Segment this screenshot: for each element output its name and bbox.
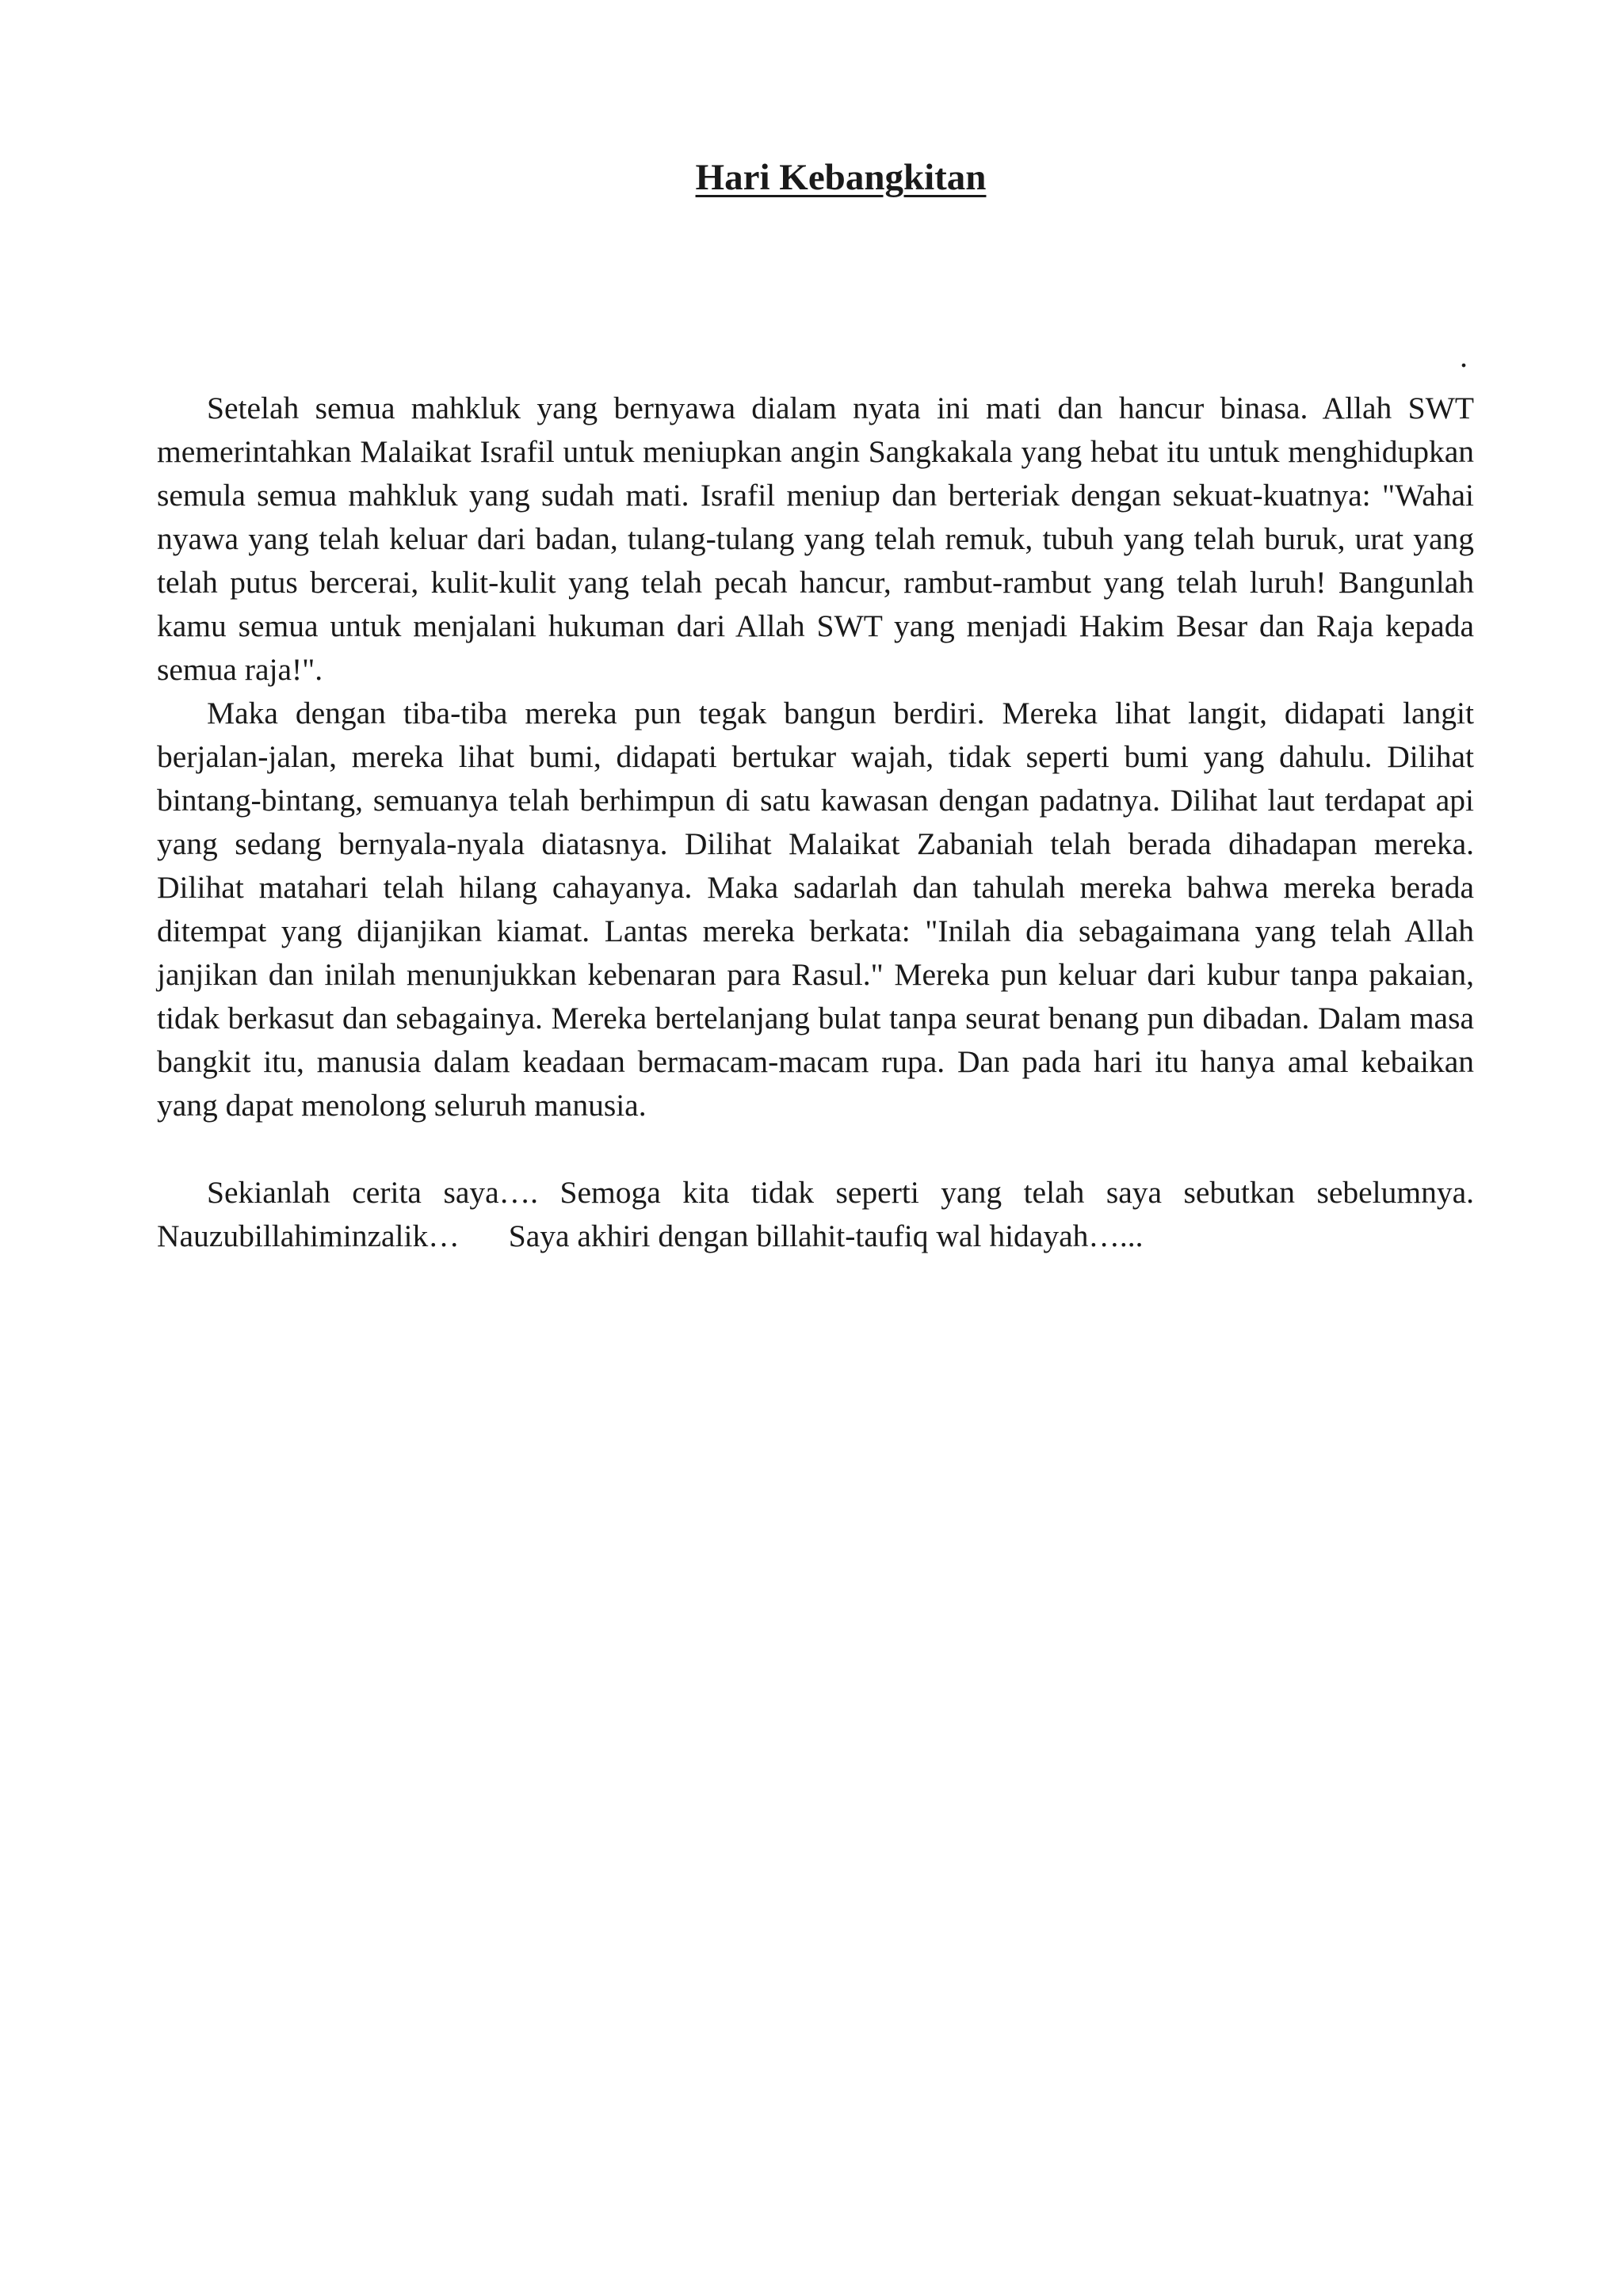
paragraph-rising: Maka dengan tiba-tiba mereka pun tegak bangun berdiri. Mereka lihat langit, didapati langit berjalan-jalan, mereka lihat bumi, didapati bertukar wajah, tidak seperti bumi yang dahulu. Dilihat bintang-bintang, semuanya telah berhimpun di satu kawasan dengan padatnya. Dilihat laut terdapat api yang sedang bernyala-nyala diatasnya. Dilihat Malaikat Zabaniah telah berada dihadapan mereka. Dilihat matahari telah hilang cahayanya. Maka sadarlah dan tahulah mereka bahwa mereka berada ditempat yang dijanjikan kiamat. Lantas mereka berkata: "Inilah dia sebagaimana yang telah Allah janjikan dan inilah menunjukkan kebenaran para Rasul." Mereka pun keluar dari kubur tanpa pakaian, tidak berkasut dan sebagainya. Mereka bertelanjang bulat tanpa seurat benang pun dibadan. Dalam masa bangkit itu, manusia dalam keadaan bermacam-macam rupa. Dan pada hari itu hanya amal kebaikan yang dapat menolong seluruh manusia.: [157, 696, 1474, 1123]
closing-text-2: Saya akhiri dengan billahit-taufiq wal hidayah…...: [508, 1219, 1144, 1253]
document-body: [157, 387, 1474, 1258]
paragraph-resurrection: Setelah semua mahkluk yang bernyawa dialam nyata ini mati dan hancur binasa. Allah SWT memerintahkan Malaikat Israfil untuk meniupkan angin Sangkakala yang hebat itu untuk menghidupkan semula semua mahkluk yang sudah mati. Israfil meniup dan berteriak dengan sekuat-kuatnya: "Wahai nyawa yang telah keluar dari badan, tulang-tulang yang telah remuk, tubuh yang telah buruk, urat yang telah putus bercerai, kulit-kulit yang telah pecah hancur, rambut-rambut yang telah luruh! Bangunlah kamu semua untuk menjalani hukuman dari Allah SWT yang menjadi Hakim Besar dan Raja kepada semua raja!".: [157, 391, 1474, 687]
stray-mark: .: [1460, 338, 1468, 374]
document-title: Hari Kebangkitan: [695, 157, 987, 198]
closing-text-1: Sekianlah cerita saya…. Semoga kita tidak seperti yang telah saya sebutkan sebelumnya. Nauzubillahiminzalik…: [157, 1175, 1474, 1253]
paragraph-closing: [157, 1171, 1474, 1258]
